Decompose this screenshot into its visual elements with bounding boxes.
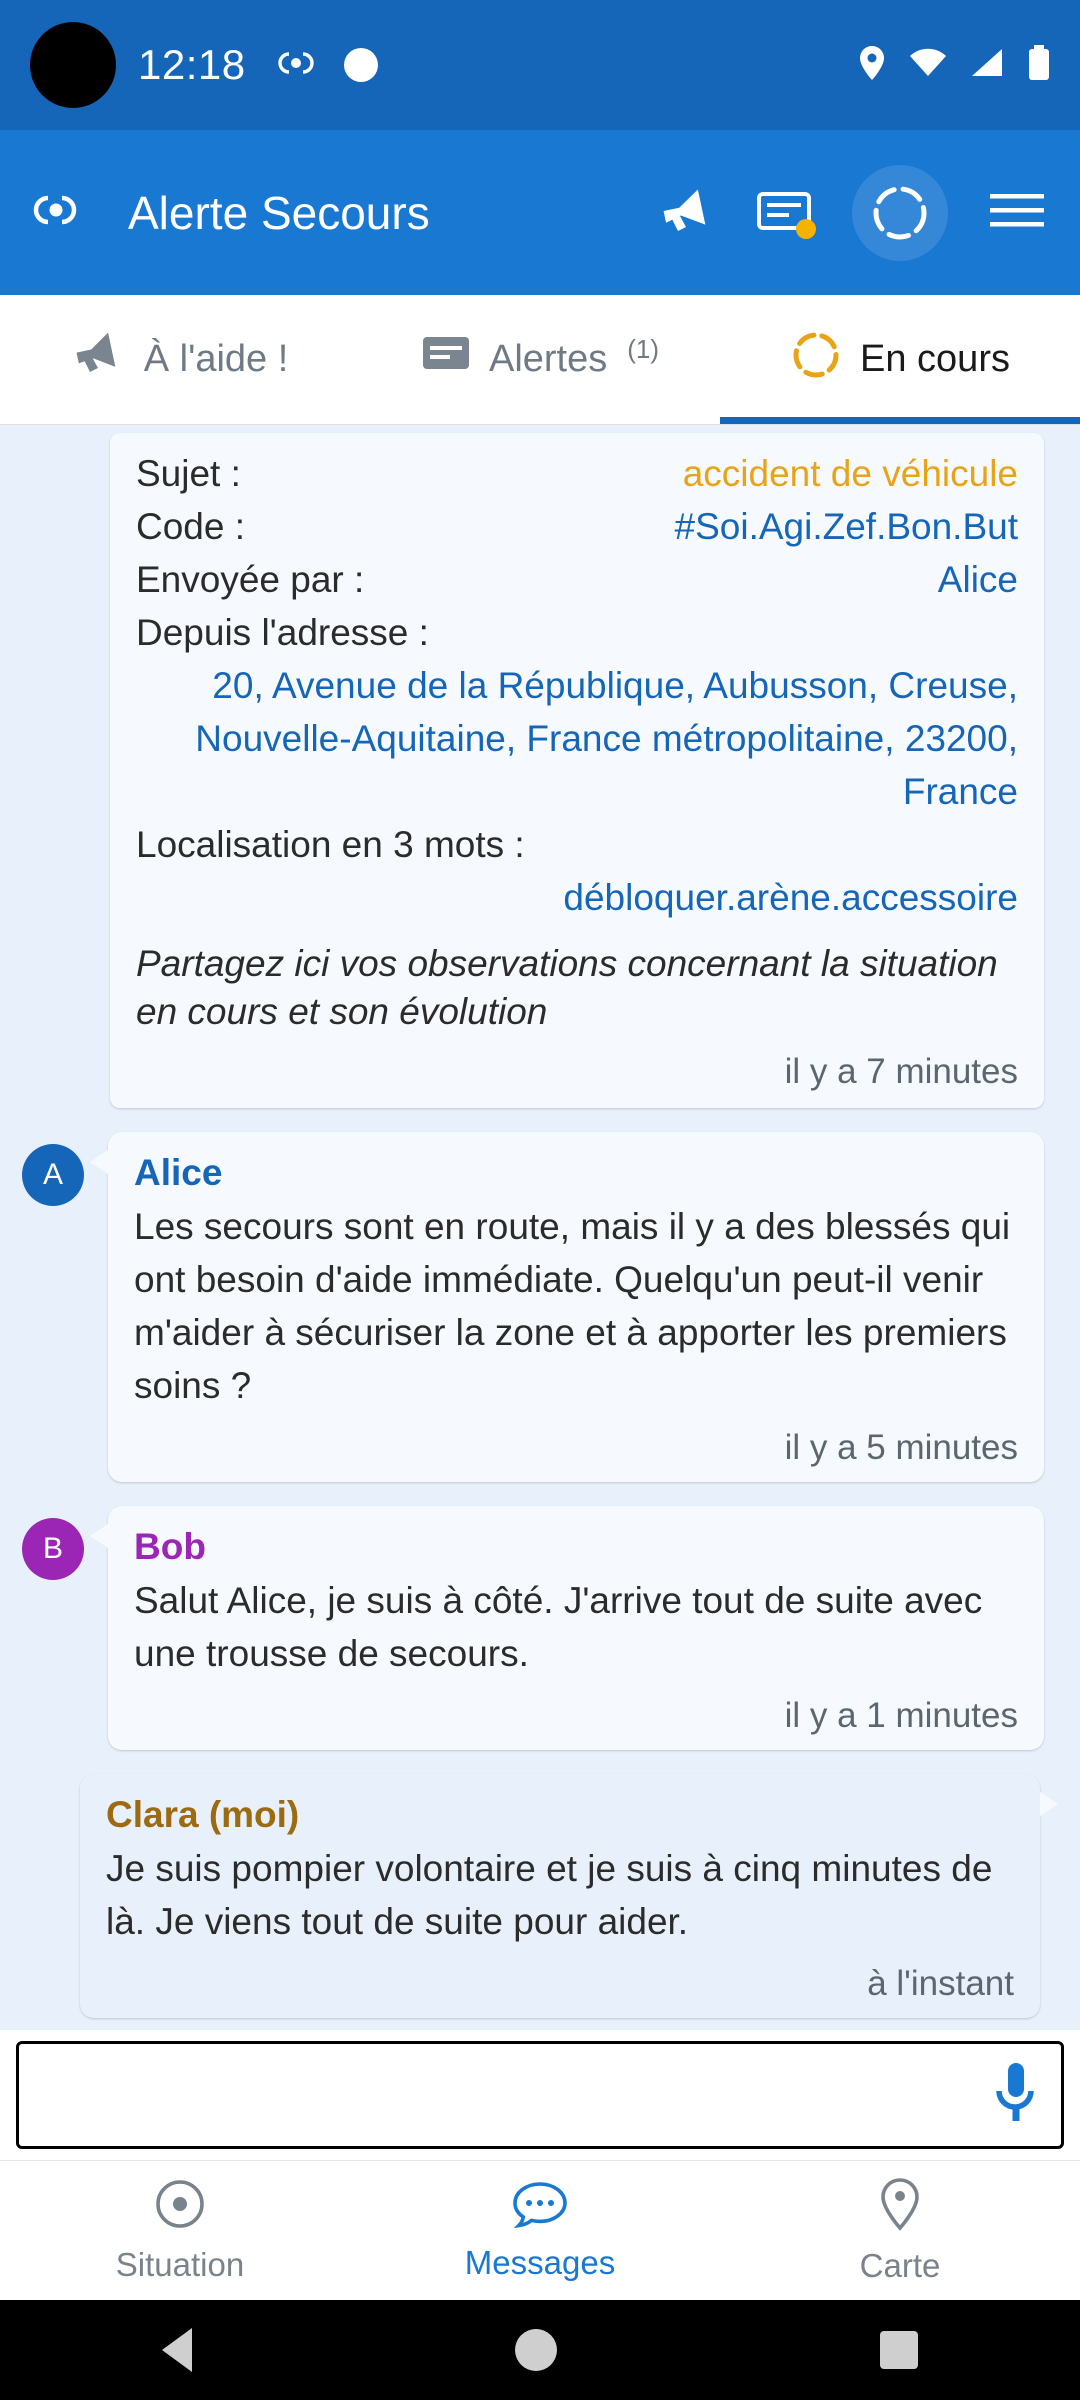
field-key: Sujet : [136,453,241,494]
back-icon[interactable] [162,2328,192,2372]
message-text: Les secours sont en route, mais il y a des blessés qui ont besoin d'aide immédiate. Quelqu'un peut-il venir m'aider à sécuriser la zone et à apporter les premiers soins ? [134,1206,1011,1406]
target-icon [154,2178,206,2238]
alert-note: Partagez ici vos observations concernant la situation en cours et son évolution [136,943,998,1032]
system-nav-bar [0,2300,1080,2400]
alert-address-value: 20, Avenue de la République, Aubusson, Creuse, Nouvelle-Aquitaine, France métropolitaine, 23200, France [195,665,1018,812]
message-bubble [108,1132,1044,1482]
tab-bar [0,295,1080,425]
camera-punchhole-icon [30,22,116,108]
tab-badge-count: (1) [627,334,660,364]
menu-icon[interactable] [988,188,1046,237]
home-icon[interactable] [515,2329,557,2371]
message-sender: Clara (moi) [106,1794,300,1835]
message-bubble [80,1774,1040,2018]
status-bar [0,0,1080,130]
app-bar-actions [658,165,1052,261]
bottom-nav [0,2160,1080,2300]
field-key: Envoyée par : [136,559,365,600]
avatar: B [22,1518,84,1580]
message-text: Salut Alice, je suis à côté. J'arrive tout de suite avec une trousse de secours. [134,1580,983,1674]
wifi-icon [908,47,948,84]
alert-field-code [136,500,1018,553]
field-key: Depuis l'adresse : [136,612,429,653]
field-key: Code : [136,506,246,547]
alert-words-value: débloquer.arène.accessoire [563,877,1018,918]
alert-timestamp: il y a 7 minutes [784,1052,1018,1091]
app-bar [0,130,1080,295]
tab-label: En cours [860,338,1010,380]
alert-address-label-row [136,606,1018,659]
message-sender: Alice [134,1152,223,1193]
message-timestamp: il y a 1 minutes [784,1696,1018,1735]
app-title: Alerte Secours [128,186,430,239]
cellular-icon [970,47,1006,84]
chat-scroll-area[interactable] [0,425,1080,2030]
status-right-icons [858,45,1050,86]
tab-label: À l'aide ! [143,338,289,380]
progress-circle-icon [790,329,842,391]
message-text: Je suis pompier volontaire et je suis à cinq minutes de là. Je viens tout de suite pour aider. [106,1848,993,1942]
message-bubble [108,1506,1044,1750]
message-timestamp: il y a 5 minutes [784,1428,1018,1467]
microphone-icon[interactable] [987,2057,1043,2134]
message-input-bar [0,2030,1080,2160]
tab-label: Alertes [488,338,608,380]
alert-words-label-row [136,818,1018,871]
status-left-icons [274,48,378,83]
field-value: accident de véhicule [682,453,1018,494]
recents-icon[interactable] [880,2331,918,2369]
nav-item-carte[interactable] [720,2161,1080,2300]
message-timestamp: à l'instant [867,1964,1014,2003]
nav-label: Carte [859,2246,941,2284]
status-time: 12:18 [138,41,246,88]
nav-label: Situation [115,2245,245,2283]
chat-badge-dot [796,219,816,239]
location-icon [858,45,886,86]
messages-icon [421,333,471,387]
field-key: Localisation en 3 mots : [136,824,525,865]
avatar: A [22,1144,84,1206]
white-circle-icon [344,48,378,82]
message-input-box[interactable] [16,2041,1064,2149]
tab-en-cours[interactable] [720,295,1080,424]
tab-alertes[interactable] [360,295,720,424]
battery-icon [1028,45,1050,86]
megaphone-icon[interactable] [658,187,716,239]
chat-icon[interactable] [756,189,812,237]
message-row [22,1132,1044,1482]
megaphone-icon [72,331,126,389]
field-value: #Soi.Agi.Zef.Bon.But [674,506,1018,547]
progress-circle-icon[interactable] [852,165,948,261]
nav-item-situation[interactable] [0,2161,360,2300]
message-row-own [80,1774,1064,2018]
app-logo-icon[interactable] [28,190,82,235]
alert-info-card [110,433,1044,1108]
message-sender: Bob [134,1526,206,1567]
chat-bubble-icon [512,2180,568,2236]
tab-aide[interactable] [0,295,360,424]
signal-dots-icon [274,48,318,83]
nav-item-messages[interactable] [360,2161,720,2300]
alert-field-sender [136,553,1018,606]
field-value: Alice [937,559,1018,600]
message-row [22,1506,1044,1750]
map-pin-icon [878,2177,922,2239]
alert-field-sujet [136,447,1018,500]
nav-label: Messages [464,2243,616,2281]
